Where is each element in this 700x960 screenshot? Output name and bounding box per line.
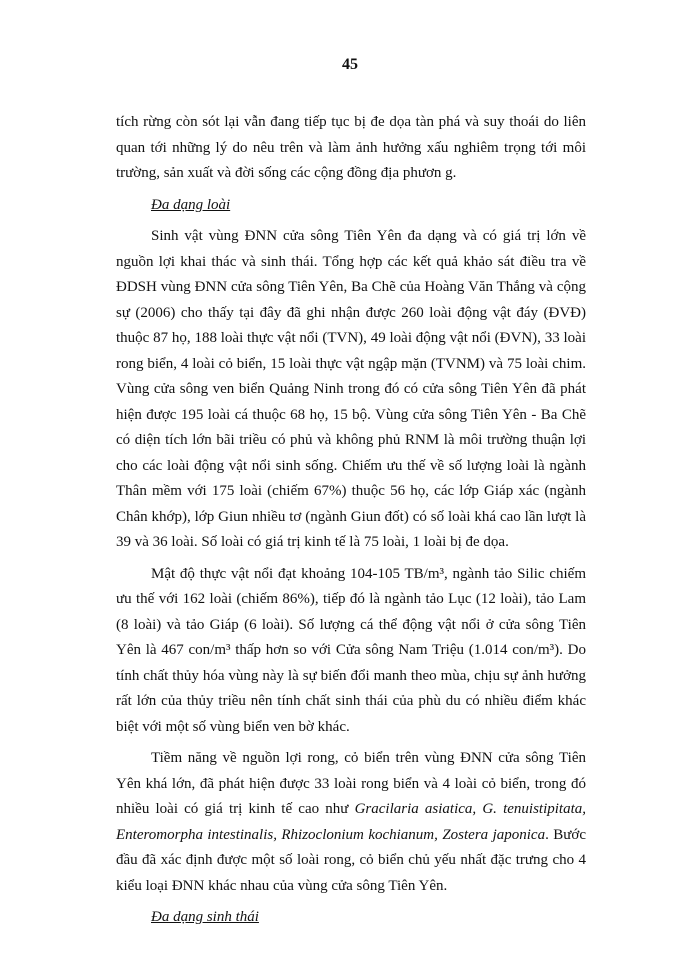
intro-paragraph: tích rừng còn sót lại vẫn đang tiếp tục bị đe dọa tàn phá và suy thoái do liên quan tới những lý do nêu trên và làm ảnh hưởng xấu nghiêm trọng tới môi trường, sản xuất và đời sống các cộng đồng địa phươn g. xyxy=(116,114,586,181)
seaweed-text-after: . Bước đầu đã xác định được một số loài rong, cỏ biển chủ yếu nhất đặc trưng cho 4 kiểu loại ĐNN khác nhau của vùng cửa sông Tiên Yên. xyxy=(116,826,587,894)
page-number: 45 xyxy=(342,56,358,73)
heading-species-diversity: Đa dạng loài xyxy=(151,196,231,213)
page-content xyxy=(116,110,586,937)
paragraph-plankton: Mật độ thực vật nổi đạt khoảng 104-105 TB/m³, ngành tảo Silic chiếm ưu thế với 162 loài (chiếm 86%), tiếp đó là ngành tảo Lục (12 loài), tảo Lam (8 loài) và tảo Giáp (6 loài). Số lượng cá thể động vật nổi ở cửa sông Tiên Yên là 467 con/m³ thấp hơn so với Cửa sông Nam Triệu (1.014 con/m³). Do tính chất thủy hóa vùng này là sự biến đổi manh theo mùa, chịu sự ảnh hưởng rất lớn của thủy triều nên tính chất sinh thái của phù du có nhiều điểm khác biệt với một số vùng biển ven bờ khác. xyxy=(116,565,586,735)
paragraph-seaweed xyxy=(116,746,586,899)
heading-ecological-diversity: Đa dạng sinh thái xyxy=(151,909,259,925)
paragraph-species-overview: Sinh vật vùng ĐNN cửa sông Tiên Yên đa dạng và có giá trị lớn về nguồn lợi khai thác và sinh thái. Tổng hợp các kết quả khảo sát điều tra về ĐDSH vùng ĐNN cửa sông Tiên Yên, Ba Chẽ của Hoàng Văn Thắng và cộng sự (2006) cho thấy tại đây đã ghi nhận được 260 loài động vật đáy (ĐVĐ) thuộc 87 họ, 188 loài thực vật nổi (TVN), 49 loài động vật nổi (ĐVN), 33 loài rong biển, 4 loài cỏ biển, 15 loài thực vật ngập mặn (TVNM) và 75 loài chim. Vùng cửa sông ven biển Quảng Ninh trong đó có cửa sông Tiên Yên đã phát hiện được 195 loài cá thuộc 68 họ, 15 bộ. Vùng cửa sông Tiên Yên - Ba Chẽ có diện tích lớn bãi triều có phủ và không phủ RNM là môi trường thuận lợi cho các loài động vật nổi sinh sống. Chiếm ưu thế về số lượng loài là ngành Thân mềm với 175 loài (chiếm 67%) thuộc 56 họ, các lớp Giáp xác (ngành Chân khớp), lớp Giun nhiều tơ (ngành Giun đốt) có số loài khá cao lần lượt là 39 và 36 loài. Số loài có giá trị kinh tế là 75 loài, 1 loài bị đe dọa. xyxy=(116,228,586,550)
seaweed-text-before: Tiềm năng về nguồn lợi rong, cỏ biển trên vùng ĐNN cửa sông Tiên Yên khá lớn, đã phát hiện được 33 loài rong biển và 4 loài cỏ biển, trong đó nhiều loài có giá trị kinh tế cao như xyxy=(116,750,586,817)
seaweed-species-names: Gracilaria asiatica, G. tenuistipitata, Enteromorpha intestinalis, Rhizoclonium kochianum, Zostera japonica xyxy=(116,801,586,843)
